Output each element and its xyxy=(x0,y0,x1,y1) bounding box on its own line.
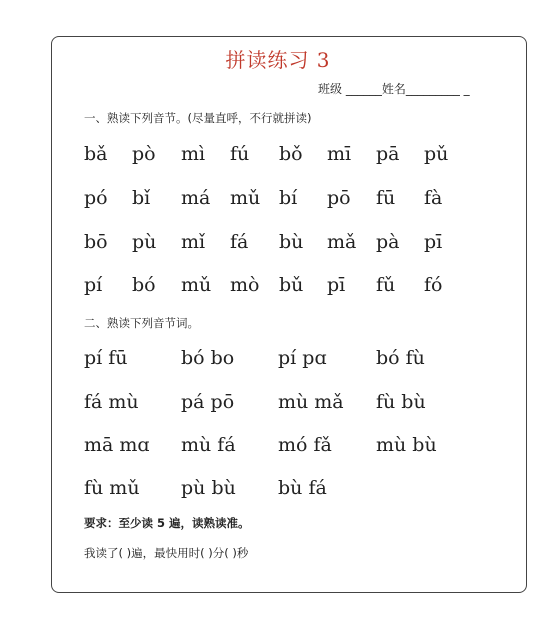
syllable: mǎ xyxy=(327,231,357,253)
syllable: bǒ xyxy=(279,143,303,165)
syllable: pō xyxy=(327,187,351,209)
syllable: pī xyxy=(424,231,443,253)
syllable: fū xyxy=(376,187,396,209)
syllable-word: fù mǔ xyxy=(84,477,140,499)
syllable-word: bù fá xyxy=(278,477,327,499)
syllable-word: fá mù xyxy=(84,391,139,413)
syllable-word: mù fá xyxy=(181,434,236,456)
requirement-text: 要求：至少读 5 遍，读熟读准。 xyxy=(84,516,250,530)
syllable: pù xyxy=(132,231,157,253)
syllable: bō xyxy=(84,231,108,253)
reading-record: 我读了( )遍，最快用时( )分( )秒 xyxy=(84,546,249,560)
syllable-word: bó fù xyxy=(376,347,425,369)
syllable: bǐ xyxy=(132,187,151,209)
section1-heading: 一、熟读下列音节。(尽量直呼，不行就拼读) xyxy=(84,111,312,125)
syllable: fú xyxy=(230,143,250,165)
syllable: bí xyxy=(279,187,298,209)
syllable-word: pù bù xyxy=(181,477,236,499)
section2-heading: 二、熟读下列音节词。 xyxy=(84,316,199,330)
syllable: mī xyxy=(327,143,352,165)
syllable-word: fù bù xyxy=(376,391,426,413)
syllable: pí xyxy=(84,274,103,296)
syllable: má xyxy=(181,187,211,209)
syllable: bù xyxy=(279,231,304,253)
syllable-word: mù mǎ xyxy=(278,391,344,413)
syllable: pà xyxy=(376,231,400,253)
syllable: bǎ xyxy=(84,143,108,165)
syllable-word: pí pɑ xyxy=(278,347,327,369)
class-name-line: 班级 ______姓名_________ _ xyxy=(318,82,470,96)
syllable-word: pá pō xyxy=(181,391,235,413)
syllable: mǔ xyxy=(230,187,261,209)
syllable-word: bó bo xyxy=(181,347,235,369)
syllable: pó xyxy=(84,187,108,209)
syllable: pǔ xyxy=(424,143,449,165)
syllable: pò xyxy=(132,143,156,165)
syllable: bó xyxy=(132,274,156,296)
syllable-word: mā mɑ xyxy=(84,434,150,456)
syllable: mǔ xyxy=(181,274,212,296)
syllable-word: mó fǎ xyxy=(278,434,332,456)
syllable-word: mù bù xyxy=(376,434,437,456)
syllable: pī xyxy=(327,274,346,296)
syllable: mò xyxy=(230,274,260,296)
syllable: bǔ xyxy=(279,274,304,296)
syllable: fó xyxy=(424,274,443,296)
syllable: fà xyxy=(424,187,443,209)
syllable: mì xyxy=(181,143,206,165)
syllable: mǐ xyxy=(181,231,206,253)
syllable: pā xyxy=(376,143,400,165)
syllable: fǔ xyxy=(376,274,396,296)
page-title: 拼读练习 3 xyxy=(225,48,331,72)
syllable: fá xyxy=(230,231,249,253)
syllable-word: pí fū xyxy=(84,347,128,369)
